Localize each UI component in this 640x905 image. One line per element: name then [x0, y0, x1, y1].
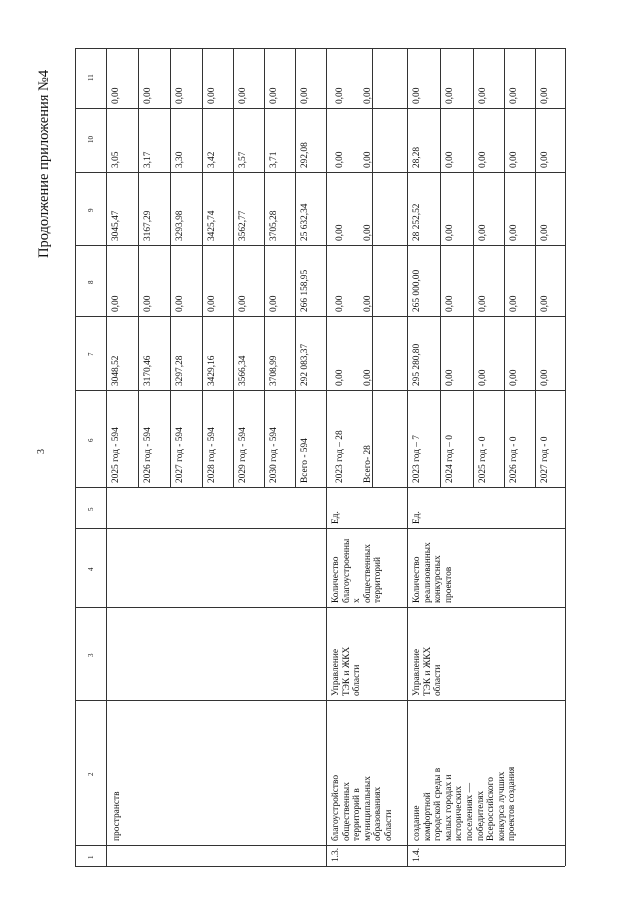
value-cell: 3,17	[143, 151, 153, 168]
table-column-border	[75, 316, 565, 317]
table-column-border	[75, 845, 565, 846]
period-label: Всего - 594	[300, 438, 310, 483]
table-row-border	[535, 48, 536, 487]
value-cell: 0,00	[363, 369, 373, 386]
value-cell: 0,00	[478, 295, 488, 312]
table-column-border	[75, 700, 565, 701]
period-label: 2030 год - 594	[269, 427, 279, 483]
value-cell: 0,00	[111, 295, 121, 312]
value-cell: 0,00	[363, 87, 373, 104]
value-cell: 3048,52	[111, 355, 121, 386]
executor: Управление ТЭК и ЖКХ области	[331, 646, 363, 696]
value-cell: 0,00	[363, 295, 373, 312]
period-label: 2027 год - 0	[540, 436, 550, 483]
table-column-border	[75, 108, 565, 109]
value-cell: 0,00	[207, 87, 217, 104]
column-number-4: 4	[87, 567, 95, 571]
activity-name: благоустройство общественных территорий в муниципальных образованиях области	[331, 774, 394, 841]
value-cell: 0,00	[238, 295, 248, 312]
value-cell: 28 252,52	[412, 203, 422, 241]
value-cell: 0,00	[445, 87, 455, 104]
table-row-border	[407, 48, 408, 866]
period-label: 2026 год - 594	[143, 427, 153, 483]
value-cell: 0,00	[540, 369, 550, 386]
column-number-9: 9	[87, 208, 95, 212]
value-cell: 28,28	[412, 146, 422, 168]
table-column-border	[75, 172, 565, 173]
table-row-border	[233, 48, 234, 487]
value-cell: 3425,74	[207, 210, 217, 241]
activity-name: создание комфортной городской среды в малых городах и исторических поселениях — победителях Всероссийского конкурса лучших проектов создания	[412, 766, 518, 841]
indicator-name: Количество реализованных конкурсных проектов	[412, 542, 454, 603]
value-cell: 3,05	[111, 151, 121, 168]
value-cell: 3293,98	[175, 210, 185, 241]
value-cell: 0,00	[412, 87, 422, 104]
table-row-border	[326, 48, 327, 866]
value-cell: 0,00	[335, 295, 345, 312]
value-cell: 0,00	[509, 295, 519, 312]
indicator-name: Количество благоустроенны х общественных территорий	[331, 538, 384, 603]
table-column-border	[75, 607, 565, 608]
table-row-border	[473, 48, 474, 487]
column-number-10: 10	[87, 136, 95, 143]
value-cell: 0,00	[509, 224, 519, 241]
table-row-border	[440, 48, 441, 487]
value-cell: 3,71	[269, 151, 279, 168]
table-row-border	[75, 48, 76, 866]
value-cell: 0,00	[335, 87, 345, 104]
value-cell: 0,00	[478, 369, 488, 386]
value-cell: 0,00	[445, 369, 455, 386]
table-column-border	[75, 48, 565, 49]
column-number-3: 3	[87, 653, 95, 657]
value-cell: 0,00	[445, 224, 455, 241]
value-cell: 3,42	[207, 151, 217, 168]
value-cell: 292,08	[300, 142, 310, 168]
column-number-6: 6	[87, 438, 95, 442]
table-row-border	[504, 48, 505, 487]
value-cell: 3170,46	[143, 355, 153, 386]
table-column-border	[75, 528, 565, 529]
value-cell: 0,00	[540, 151, 550, 168]
value-cell: 0,00	[509, 369, 519, 386]
value-cell: 266 158,95	[300, 269, 310, 312]
value-cell: 0,00	[207, 295, 217, 312]
period-label: 2029 год - 594	[238, 427, 248, 483]
table-row-border	[372, 48, 373, 487]
column-number-11: 11	[87, 74, 95, 81]
table-column-border	[75, 866, 565, 867]
table-row-border	[106, 48, 107, 866]
item-number: 1.3.	[331, 847, 341, 862]
item-number: 1.4.	[412, 847, 422, 862]
value-cell: 0,00	[143, 295, 153, 312]
page-number: 3	[36, 449, 47, 454]
value-cell: 0,00	[269, 295, 279, 312]
table-row-border	[295, 48, 296, 487]
table-row-border	[170, 48, 171, 487]
value-cell: 3167,29	[143, 210, 153, 241]
table-row-border	[202, 48, 203, 487]
value-cell: 0,00	[363, 151, 373, 168]
unit-of-measure: Ед.	[412, 511, 422, 524]
value-cell: 3562,77	[238, 210, 248, 241]
table-column-border	[75, 487, 565, 488]
value-cell: 0,00	[175, 87, 185, 104]
value-cell: 3045,47	[111, 210, 121, 241]
period-label: 2028 год - 594	[207, 427, 217, 483]
value-cell: 0,00	[363, 224, 373, 241]
table-row-border	[565, 48, 566, 866]
value-cell: 295 280,80	[412, 343, 422, 386]
value-cell: 3,30	[175, 151, 185, 168]
value-cell: 292 083,37	[300, 343, 310, 386]
value-cell: 0,00	[175, 295, 185, 312]
page-title: Продолжение приложения №4	[36, 69, 52, 258]
value-cell: 0,00	[143, 87, 153, 104]
value-cell: 0,00	[445, 151, 455, 168]
value-cell: 3429,16	[207, 355, 217, 386]
value-cell: 0,00	[478, 151, 488, 168]
value-cell: 0,00	[238, 87, 248, 104]
value-cell: 3297,28	[175, 355, 185, 386]
column-number-5: 5	[87, 507, 95, 511]
period-label: 2024 год – 0	[445, 435, 455, 483]
value-cell: 0,00	[335, 151, 345, 168]
period-label: Всего- 28	[363, 445, 373, 483]
value-cell: 25 632,34	[300, 203, 310, 241]
value-cell: 3705,28	[269, 210, 279, 241]
value-cell: 0,00	[300, 87, 310, 104]
value-cell: 0,00	[478, 224, 488, 241]
period-label: 2023 год – 28	[335, 430, 345, 483]
column-number-8: 8	[87, 280, 95, 284]
period-label: 2025 год - 594	[111, 427, 121, 483]
executor: Управление ТЭК и ЖКХ области	[412, 646, 444, 696]
period-label: 2025 год - 0	[478, 436, 488, 483]
column-number-1: 1	[87, 855, 95, 859]
period-label: 2027 год - 594	[175, 427, 185, 483]
value-cell: 3708,99	[269, 355, 279, 386]
table-column-border	[75, 245, 565, 246]
activity-name: пространств	[112, 791, 122, 841]
period-label: 2026 год - 0	[509, 436, 519, 483]
value-cell: 0,00	[509, 151, 519, 168]
value-cell: 0,00	[335, 369, 345, 386]
value-cell: 3566,34	[238, 355, 248, 386]
period-label: 2023 год – 7	[412, 435, 422, 483]
table-row-border	[138, 48, 139, 487]
column-number-7: 7	[87, 352, 95, 356]
unit-of-measure: Ед.	[331, 511, 341, 524]
value-cell: 0,00	[335, 224, 345, 241]
value-cell: 0,00	[509, 87, 519, 104]
column-number-2: 2	[87, 772, 95, 776]
value-cell: 0,00	[478, 87, 488, 104]
value-cell: 0,00	[540, 224, 550, 241]
value-cell: 0,00	[540, 87, 550, 104]
value-cell: 0,00	[269, 87, 279, 104]
value-cell: 265 000,00	[412, 269, 422, 312]
value-cell: 0,00	[111, 87, 121, 104]
table-row-border	[264, 48, 265, 487]
value-cell: 0,00	[445, 295, 455, 312]
table-column-border	[75, 390, 565, 391]
value-cell: 0,00	[540, 295, 550, 312]
value-cell: 3,57	[238, 151, 248, 168]
